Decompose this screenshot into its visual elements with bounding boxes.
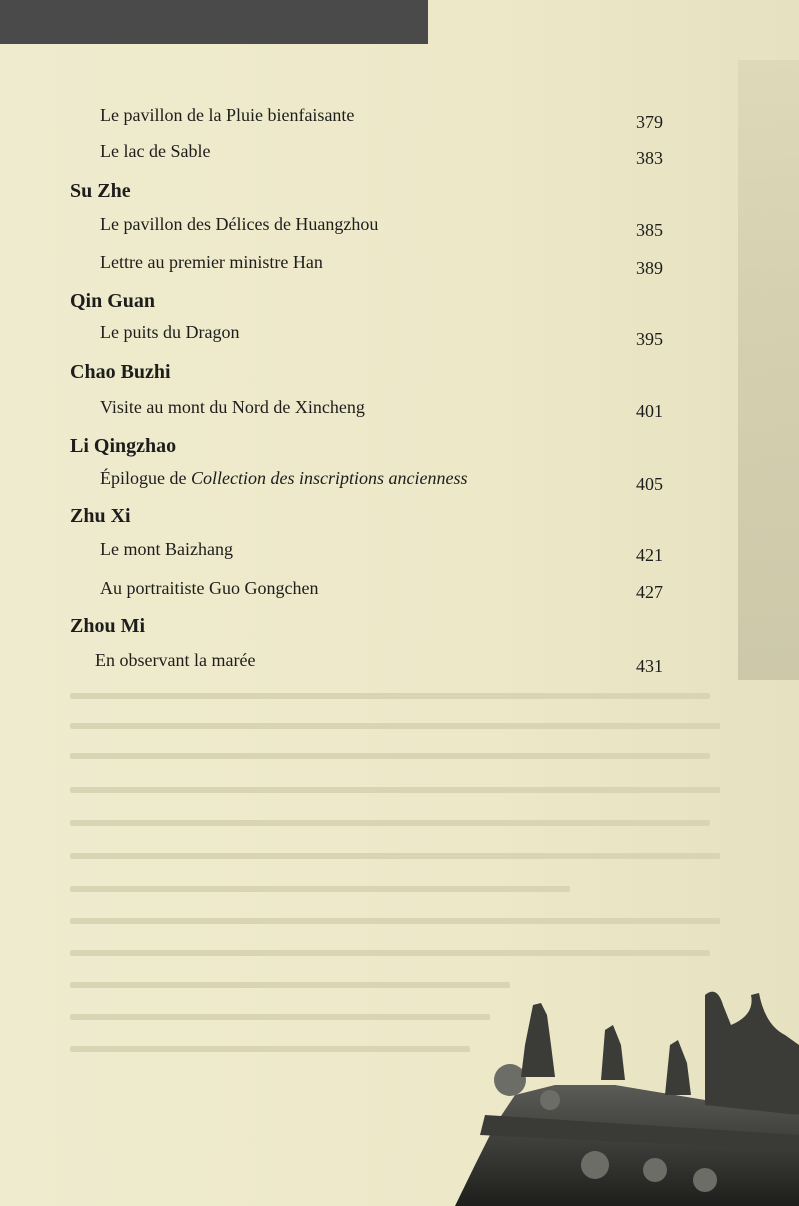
toc-entry-title: Au portraitiste Guo Gongchen: [100, 578, 319, 598]
toc-entry-page: 401: [636, 401, 663, 421]
toc-entry-page: 385: [636, 220, 663, 240]
toc-entry-title: Le mont Baizhang: [100, 539, 233, 559]
toc-entry-title: Le lac de Sable: [100, 141, 211, 161]
toc-entry-title: Lettre au premier ministre Han: [100, 252, 323, 272]
toc-entry-page: 427: [636, 582, 663, 602]
toc-entry-page: 431: [636, 656, 663, 676]
toc-entry-page: 389: [636, 258, 663, 278]
toc-entry-title: Le pavillon de la Pluie bienfaisante: [100, 105, 355, 125]
toc-entry-page: 379: [636, 112, 663, 132]
author-heading: Chao Buzhi: [70, 361, 171, 383]
author-heading: Zhu Xi: [70, 505, 131, 527]
author-heading: Zhou Mi: [70, 615, 146, 637]
author-heading: Su Zhe: [70, 180, 131, 202]
author-heading: Qin Guan: [70, 290, 156, 312]
toc-entry-page: 395: [636, 329, 663, 349]
toc-entry-title: En observant la marée: [95, 650, 256, 670]
toc-entry-title: Le pavillon des Délices de Huangzhou: [100, 214, 379, 234]
author-heading: Li Qingzhao: [70, 435, 177, 457]
roof-guardian-figures-icon: [455, 985, 799, 1206]
toc-entry-title: Le puits du Dragon: [100, 322, 240, 342]
toc-entry-page: 405: [636, 474, 663, 494]
toc-entry-title-prefix: Épilogue de: [100, 468, 191, 488]
toc-entry-title: Visite au mont du Nord de Xincheng: [100, 397, 365, 417]
toc-entry-page: 421: [636, 545, 663, 565]
toc-entry-title: [100, 468, 467, 489]
toc-entry-page: 383: [636, 148, 663, 168]
toc-entry-title-italic: Collection des inscriptions ancienness: [190, 468, 468, 488]
